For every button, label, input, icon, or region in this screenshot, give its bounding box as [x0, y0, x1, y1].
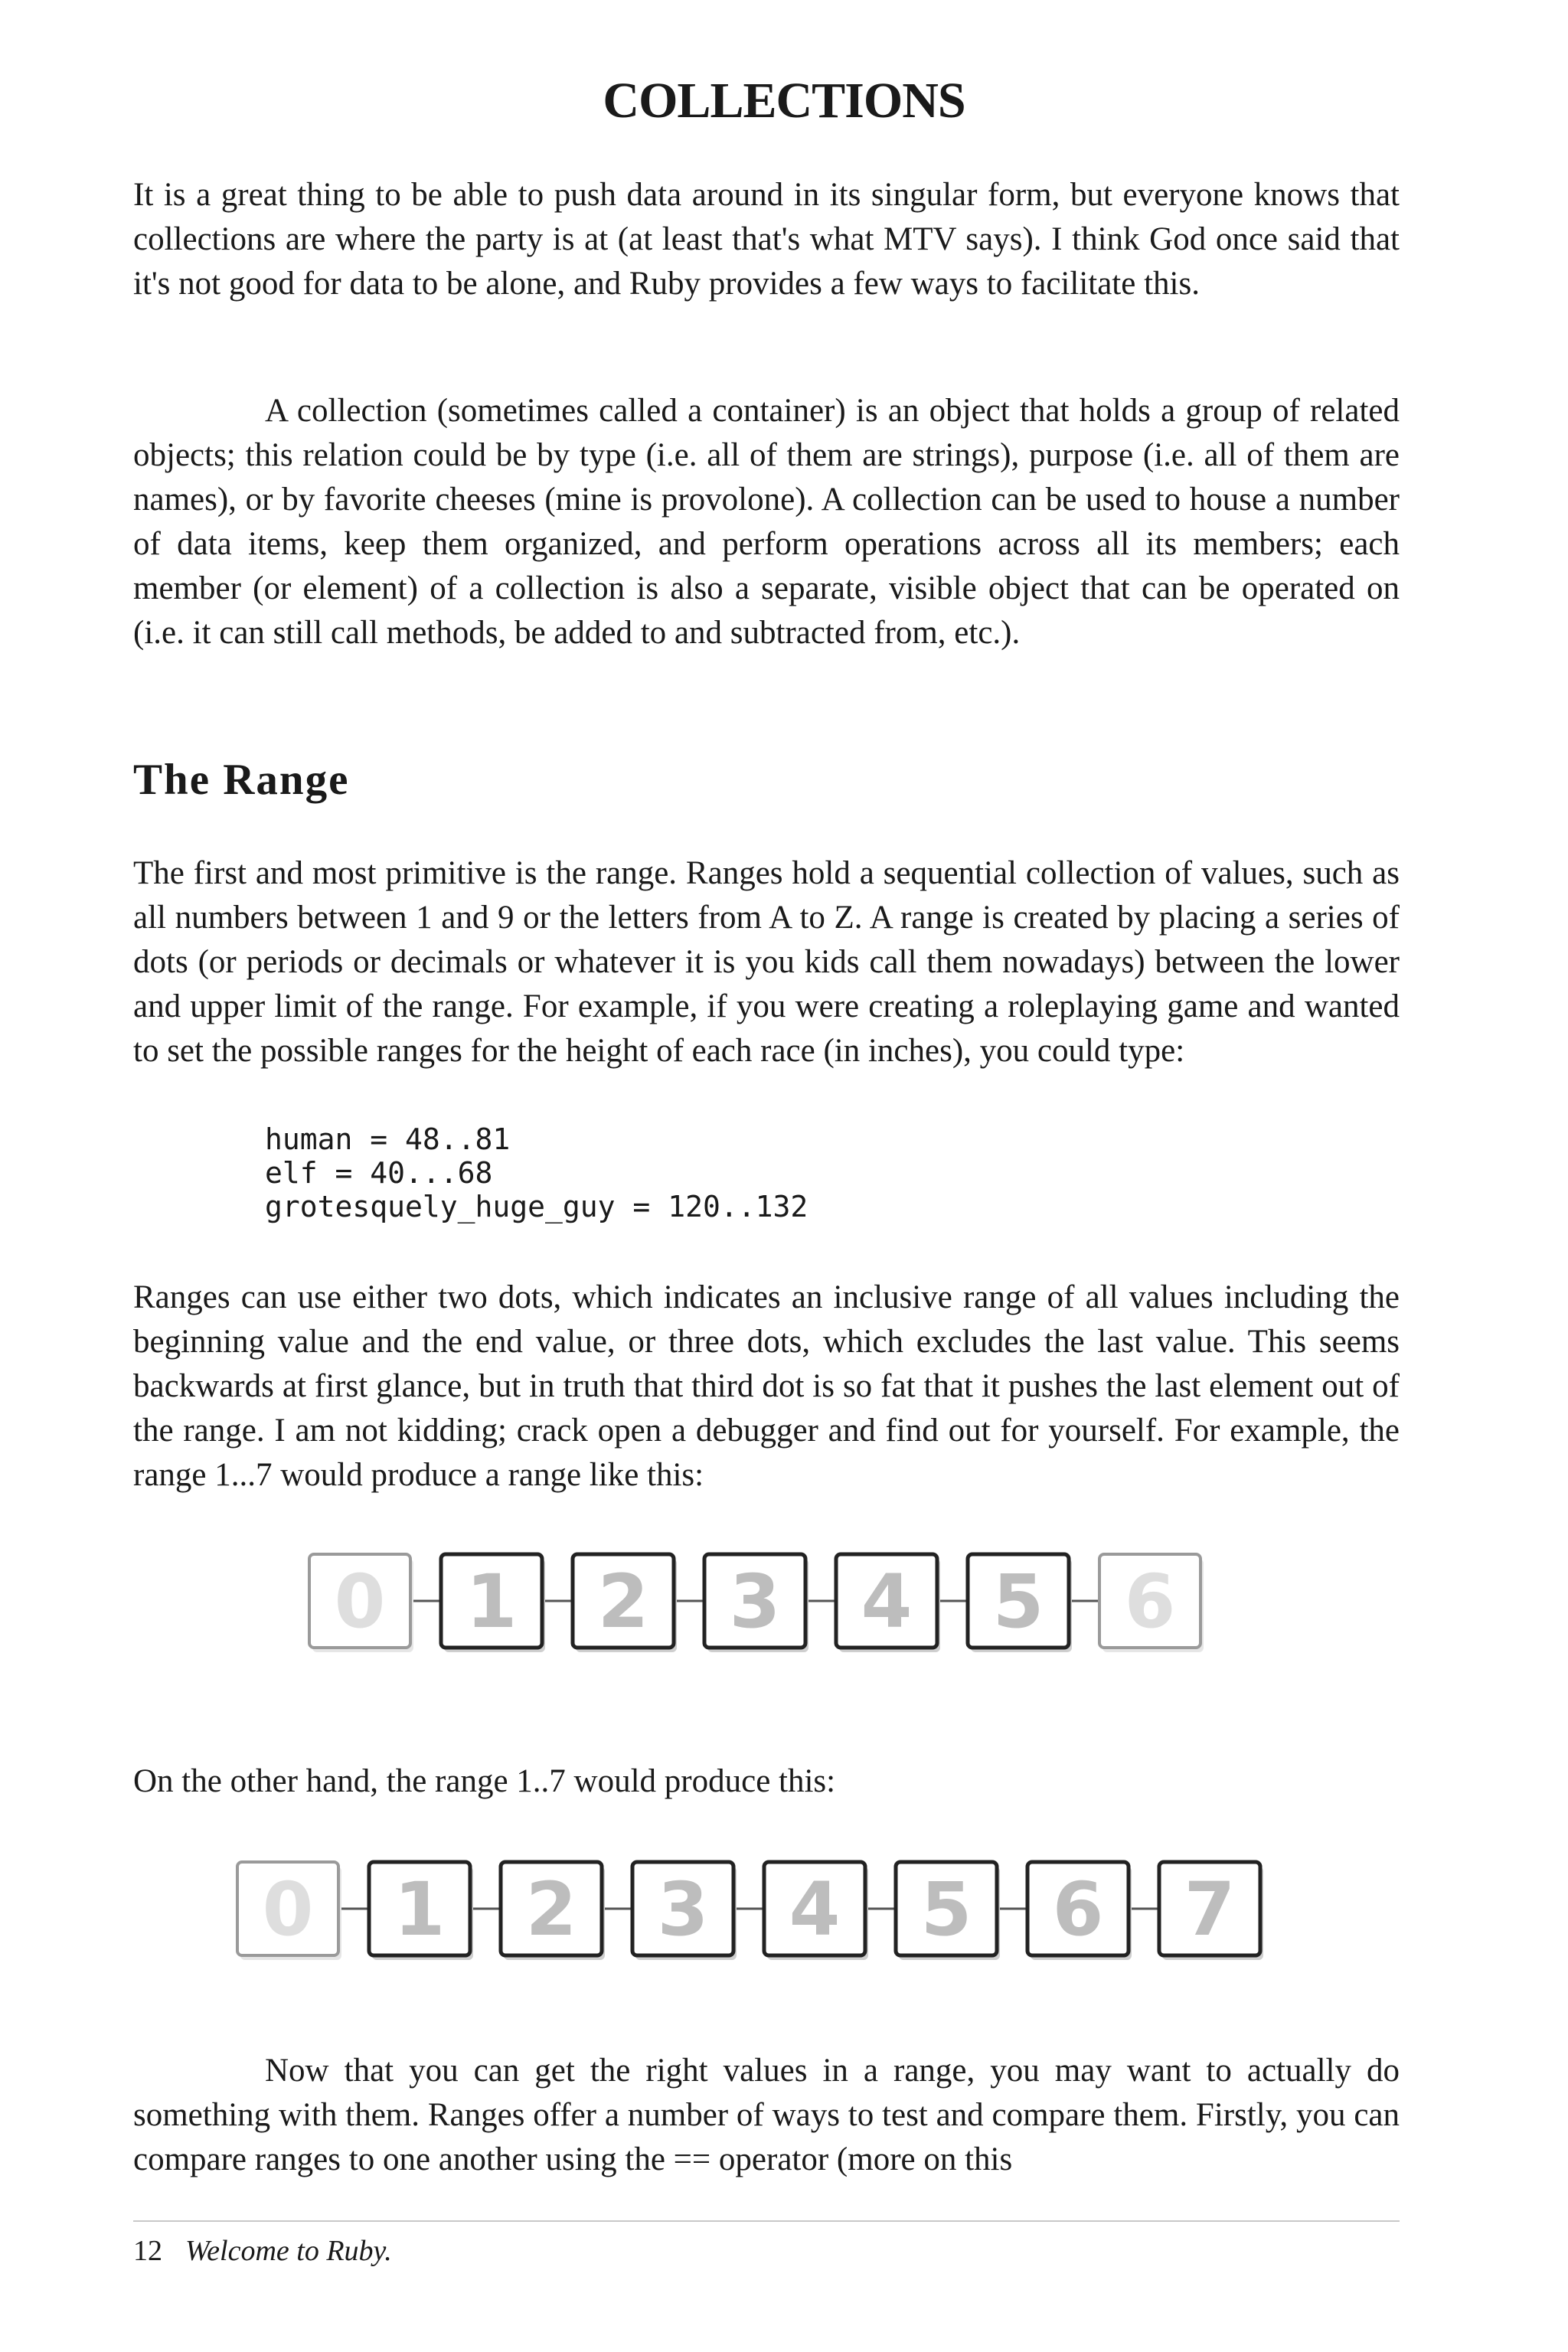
range-intro-paragraph: The first and most primitive is the range. Ranges hold a sequential collection of values, such as all numbers between 1 and 9 or the letters from A to Z. A range is created by placing a series of dots (or periods or decimals or whatever it is you kids call them nowadays) between the lower and upper limit of the range. For example, if you were creating a roleplaying game and wanted to set the possible ranges for the height of each race (in inches), you could type: [133, 855, 1400, 1069]
range-element-1 [369, 1862, 473, 1960]
range-element-2 [501, 1862, 605, 1960]
exclusive-range-diagram [0, 1540, 1568, 1663]
range-element-5 [896, 1862, 1000, 1960]
range-box-label: 5 [992, 1559, 1044, 1645]
range-element-1 [441, 1554, 545, 1652]
range-element-0 [237, 1862, 341, 1960]
range-box-label: 1 [466, 1559, 518, 1645]
range-box-label: 1 [394, 1867, 446, 1952]
compare-ranges-paragraph: Now that you can get the right values in a range, you may want to actually do something with them. Ranges offer a number of ways to test and compare them. Firstly, you can compare ranges to one another using the == operator (more on this [133, 2053, 1400, 2177]
range-box-label: 3 [657, 1867, 709, 1952]
section-heading-the-range: The Range [133, 756, 350, 804]
range-box-label: 2 [525, 1867, 577, 1952]
page-footer [133, 2234, 392, 2268]
code-line: grotesquely_huge_guy = 120..132 [265, 1190, 808, 1223]
page-title: COLLECTIONS [603, 73, 965, 129]
range-box-label: 7 [1184, 1867, 1236, 1952]
book-title: Welcome to Ruby. [185, 2235, 392, 2267]
range-element-3 [632, 1862, 737, 1960]
range-box-label: 4 [861, 1559, 913, 1645]
range-box-label: 2 [597, 1559, 649, 1645]
code-example [265, 1122, 808, 1223]
dots-explanation-paragraph: Ranges can use either two dots, which indicates an inclusive range of all values including the beginning value and the end value, or three dots, which excludes the last value. This seems backwards at first glance, but in truth that third dot is so fat that it pushes the last element out of the range. I am not kidding; crack open a debugger and find out for yourself. For example, the range 1...7 would produce a range like this: [133, 1279, 1400, 1493]
range-element-6 [1099, 1554, 1204, 1652]
range-box-label: 6 [1124, 1559, 1176, 1645]
range-element-4 [764, 1862, 868, 1960]
range-element-7 [1159, 1862, 1263, 1960]
inclusive-range-diagram [0, 1848, 1568, 1971]
intro-paragraph: It is a great thing to be able to push data around in its singular form, but everyone knows that collections are where the party is at (at least that's what MTV says). I think God once said that it's not good for data to be alone, and Ruby provides a few ways to facilitate this. [133, 177, 1400, 302]
range-element-3 [704, 1554, 808, 1652]
range-box-label: 0 [262, 1867, 314, 1952]
range-box-label: 4 [789, 1867, 841, 1952]
code-line: human = 48..81 [265, 1122, 511, 1156]
inclusive-range-intro: On the other hand, the range 1..7 would produce this: [133, 1763, 836, 1799]
range-element-2 [573, 1554, 677, 1652]
range-element-5 [968, 1554, 1072, 1652]
footer-divider [133, 2220, 1400, 2222]
collection-definition-paragraph: A collection (sometimes called a container) is an object that holds a group of related objects; this relation could be by type (i.e. all of them are strings), purpose (i.e. all of them are names), or by favorite cheeses (mine is provolone). A collection can be used to house a number of data items, keep them organized, and perform operations across all its members; each member (or element) of a collection is also a separate, visible object that can be operated on (i.e. it can still call methods, be added to and subtracted from, etc.). [133, 393, 1400, 651]
range-box-label: 5 [920, 1867, 972, 1952]
range-element-6 [1027, 1862, 1132, 1960]
range-element-4 [836, 1554, 940, 1652]
page-number: 12 [133, 2235, 162, 2267]
range-box-label: 0 [334, 1559, 386, 1645]
range-box-label: 6 [1052, 1867, 1104, 1952]
range-box-label: 3 [729, 1559, 781, 1645]
code-line: elf = 40...68 [265, 1156, 493, 1190]
range-element-0 [309, 1554, 413, 1652]
